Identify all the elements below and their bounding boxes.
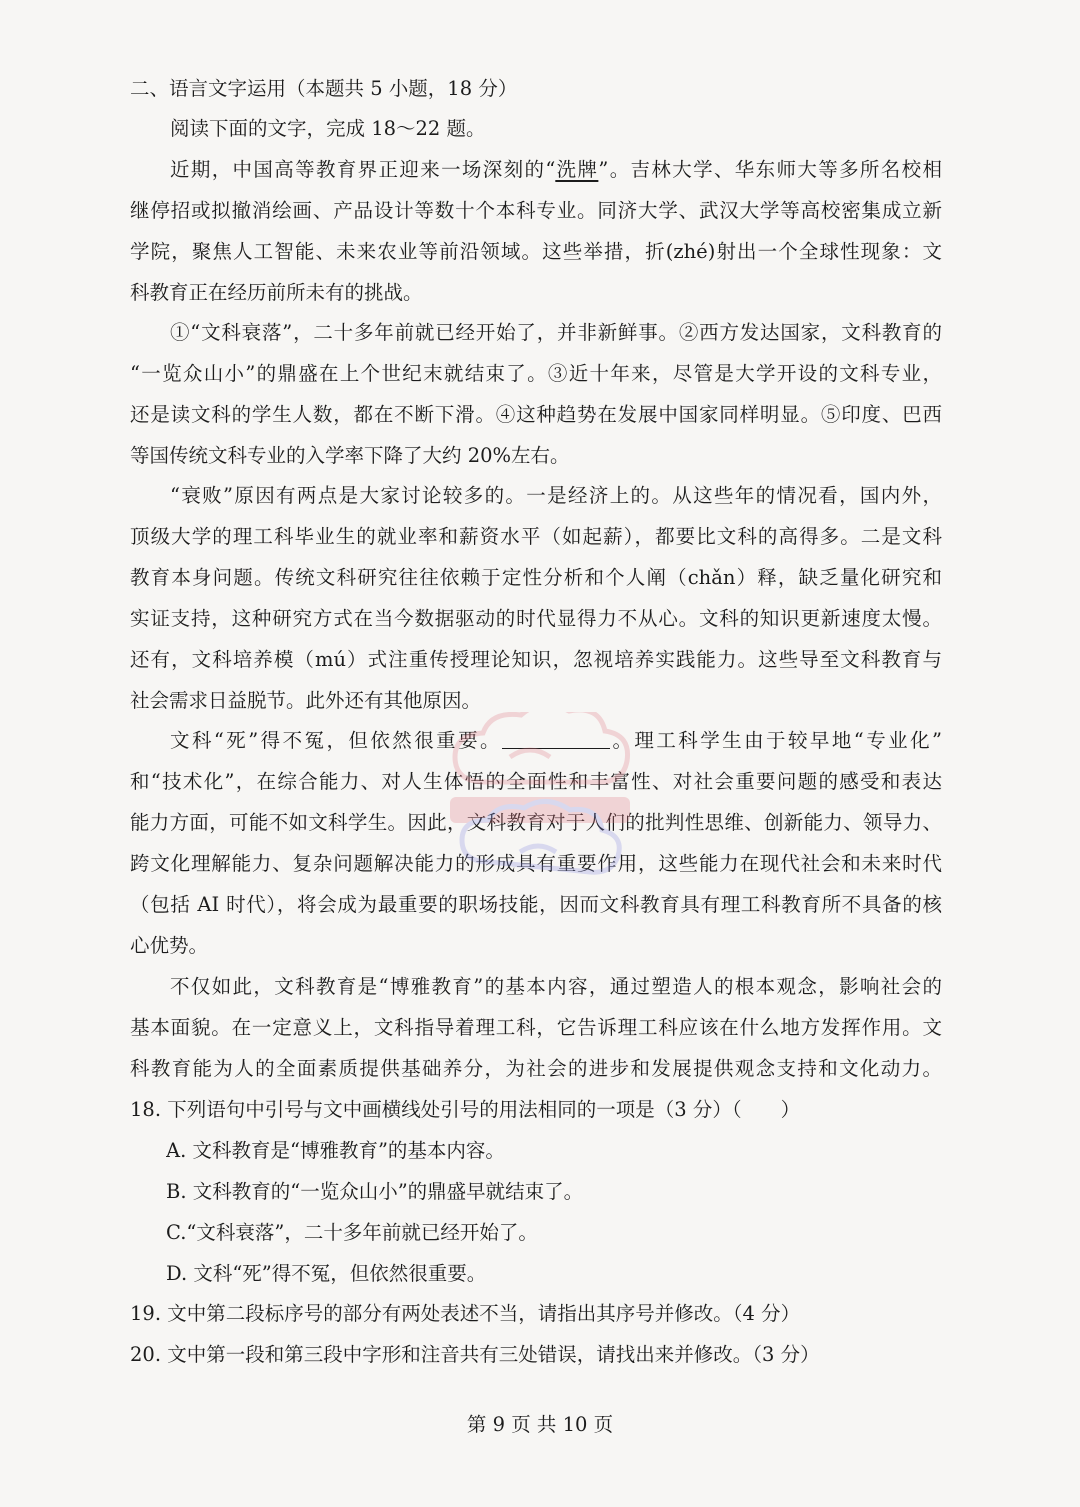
option-a: A. 文科教育是“博雅教育”的基本内容。 (166, 1139, 505, 1162)
paragraph-3-line: 教育本身问题。传统文科研究往往依赖于定性分析和个人阐（chǎn）释，缺乏量化研究和 (130, 566, 942, 589)
paragraph-1-line: 继停招或拟撤消绘画、产品设计等数十个本科专业。同济大学、武汉大学等高校密集成立新 (130, 199, 942, 222)
paragraph-4-line: （包括 AI 时代），将会成为最重要的职场技能，因而文科教育具有理工科教育所不具备的核 (130, 893, 942, 916)
paragraph-3-line: 还有，文科培养模（mú）式注重传授理论知识，忽视培养实践能力。这些导至文科教育与 (130, 648, 942, 671)
paragraph-4-line: 和“技术化”，在综合能力、对人生体悟的全面性和丰富性、对社会重要问题的感受和表达 (130, 770, 942, 793)
paragraph-2-line: “一览众山小”的鼎盛在上个世纪末就结束了。③近十年来，尽管是大学开设的文科专业， (130, 362, 942, 385)
paragraph-4-line: 跨文化理解能力、复杂问题解决能力的形成具有重要作用，这些能力在现代社会和未来时代 (130, 852, 942, 875)
page-number: 第 9 页 共 10 页 (466, 1413, 614, 1436)
answer-blank (502, 728, 610, 749)
question-20: 20. 文中第一段和第三段中字形和注音共有三处错误，请找出来并修改。（3 分） (130, 1343, 820, 1366)
underlined-term: 洗牌 (555, 158, 599, 181)
paragraph-3-line: 实证支持，这种研究方式在当今数据驱动的时代显得力不从心。文科的知识更新速度太慢。 (130, 607, 942, 630)
text-segment: ”。吉林大学、华东师大等多所名校相 (598, 158, 942, 181)
paragraph-4-line: 心优势。 (130, 934, 209, 957)
paragraph-5-line: 科教育能为人的全面素质提供基础养分，为社会的进步和发展提供观念支持和文化动力。 (130, 1057, 942, 1080)
paragraph-5-line: 不仅如此，文科教育是“博雅教育”的基本内容，通过塑造人的根本观念，影响社会的 (170, 975, 942, 998)
question-19: 19. 文中第二段标序号的部分有两处表述不当，请指出其序号并修改。（4 分） (130, 1302, 801, 1325)
paragraph-4-line: 能力方面，可能不如文科学生。因此，文科教育对于人们的批判性思维、创新能力、领导力、 (130, 811, 942, 834)
paragraph-5-line: 基本面貌。在一定意义上，文科指导着理工科，它告诉理工科应该在什么地方发挥作用。文 (130, 1016, 942, 1039)
text-segment: 文科“死”得不冤，但依然很重要。 (170, 729, 502, 752)
paragraph-3-line: 社会需求日益脱节。此外还有其他原因。 (130, 689, 482, 712)
text-segment: 近期，中国高等教育界正迎来一场深刻的“ (170, 158, 556, 181)
option-d: D. 文科“死”得不冤，但依然很重要。 (166, 1262, 487, 1285)
paragraph-2-line: ①“文科衰落”，二十多年前就已经开始了，并非新鲜事。②西方发达国家，文科教育的 (170, 321, 942, 344)
paragraph-2-line: 还是读文科的学生人数，都在不断下滑。④这种趋势在发展中国家同样明显。⑤印度、巴西 (130, 403, 942, 426)
paragraph-1-line: 学院，聚焦人工智能、未来农业等前沿领域。这些举措，折(zhé)射出一个全球性现象：文 (130, 240, 942, 263)
paragraph-4-line (170, 726, 942, 756)
paragraph-3-line: “衰败”原因有两点是大家讨论较多的。一是经济上的。从这些年的情况看，国内外， (170, 484, 942, 507)
paragraph-2-line: 等国传统文科专业的入学率下降了大约 20%左右。 (130, 444, 570, 467)
paragraph-1-line: 科教育正在经历前所未有的挑战。 (130, 281, 423, 304)
option-b: B. 文科教育的“一览众山小”的鼎盛早就结束了。 (166, 1180, 584, 1203)
section-heading: 二、语言文字运用（本题共 5 小题，18 分） (130, 77, 518, 100)
paragraph-1-line (170, 155, 942, 185)
question-18: 18. 下列语句中引号与文中画横线处引号的用法相同的一项是（3 分）（ ） (130, 1098, 801, 1121)
reading-instruction: 阅读下面的文字，完成 18～22 题。 (170, 117, 486, 140)
option-c: C.“文科衰落”，二十多年前就已经开始了。 (166, 1221, 538, 1244)
paragraph-3-line: 顶级大学的理工科毕业生的就业率和薪资水平（如起薪），都要比文科的高得多。二是文科 (130, 525, 942, 548)
text-segment: 。理工科学生由于较早地“专业化” (610, 729, 942, 752)
